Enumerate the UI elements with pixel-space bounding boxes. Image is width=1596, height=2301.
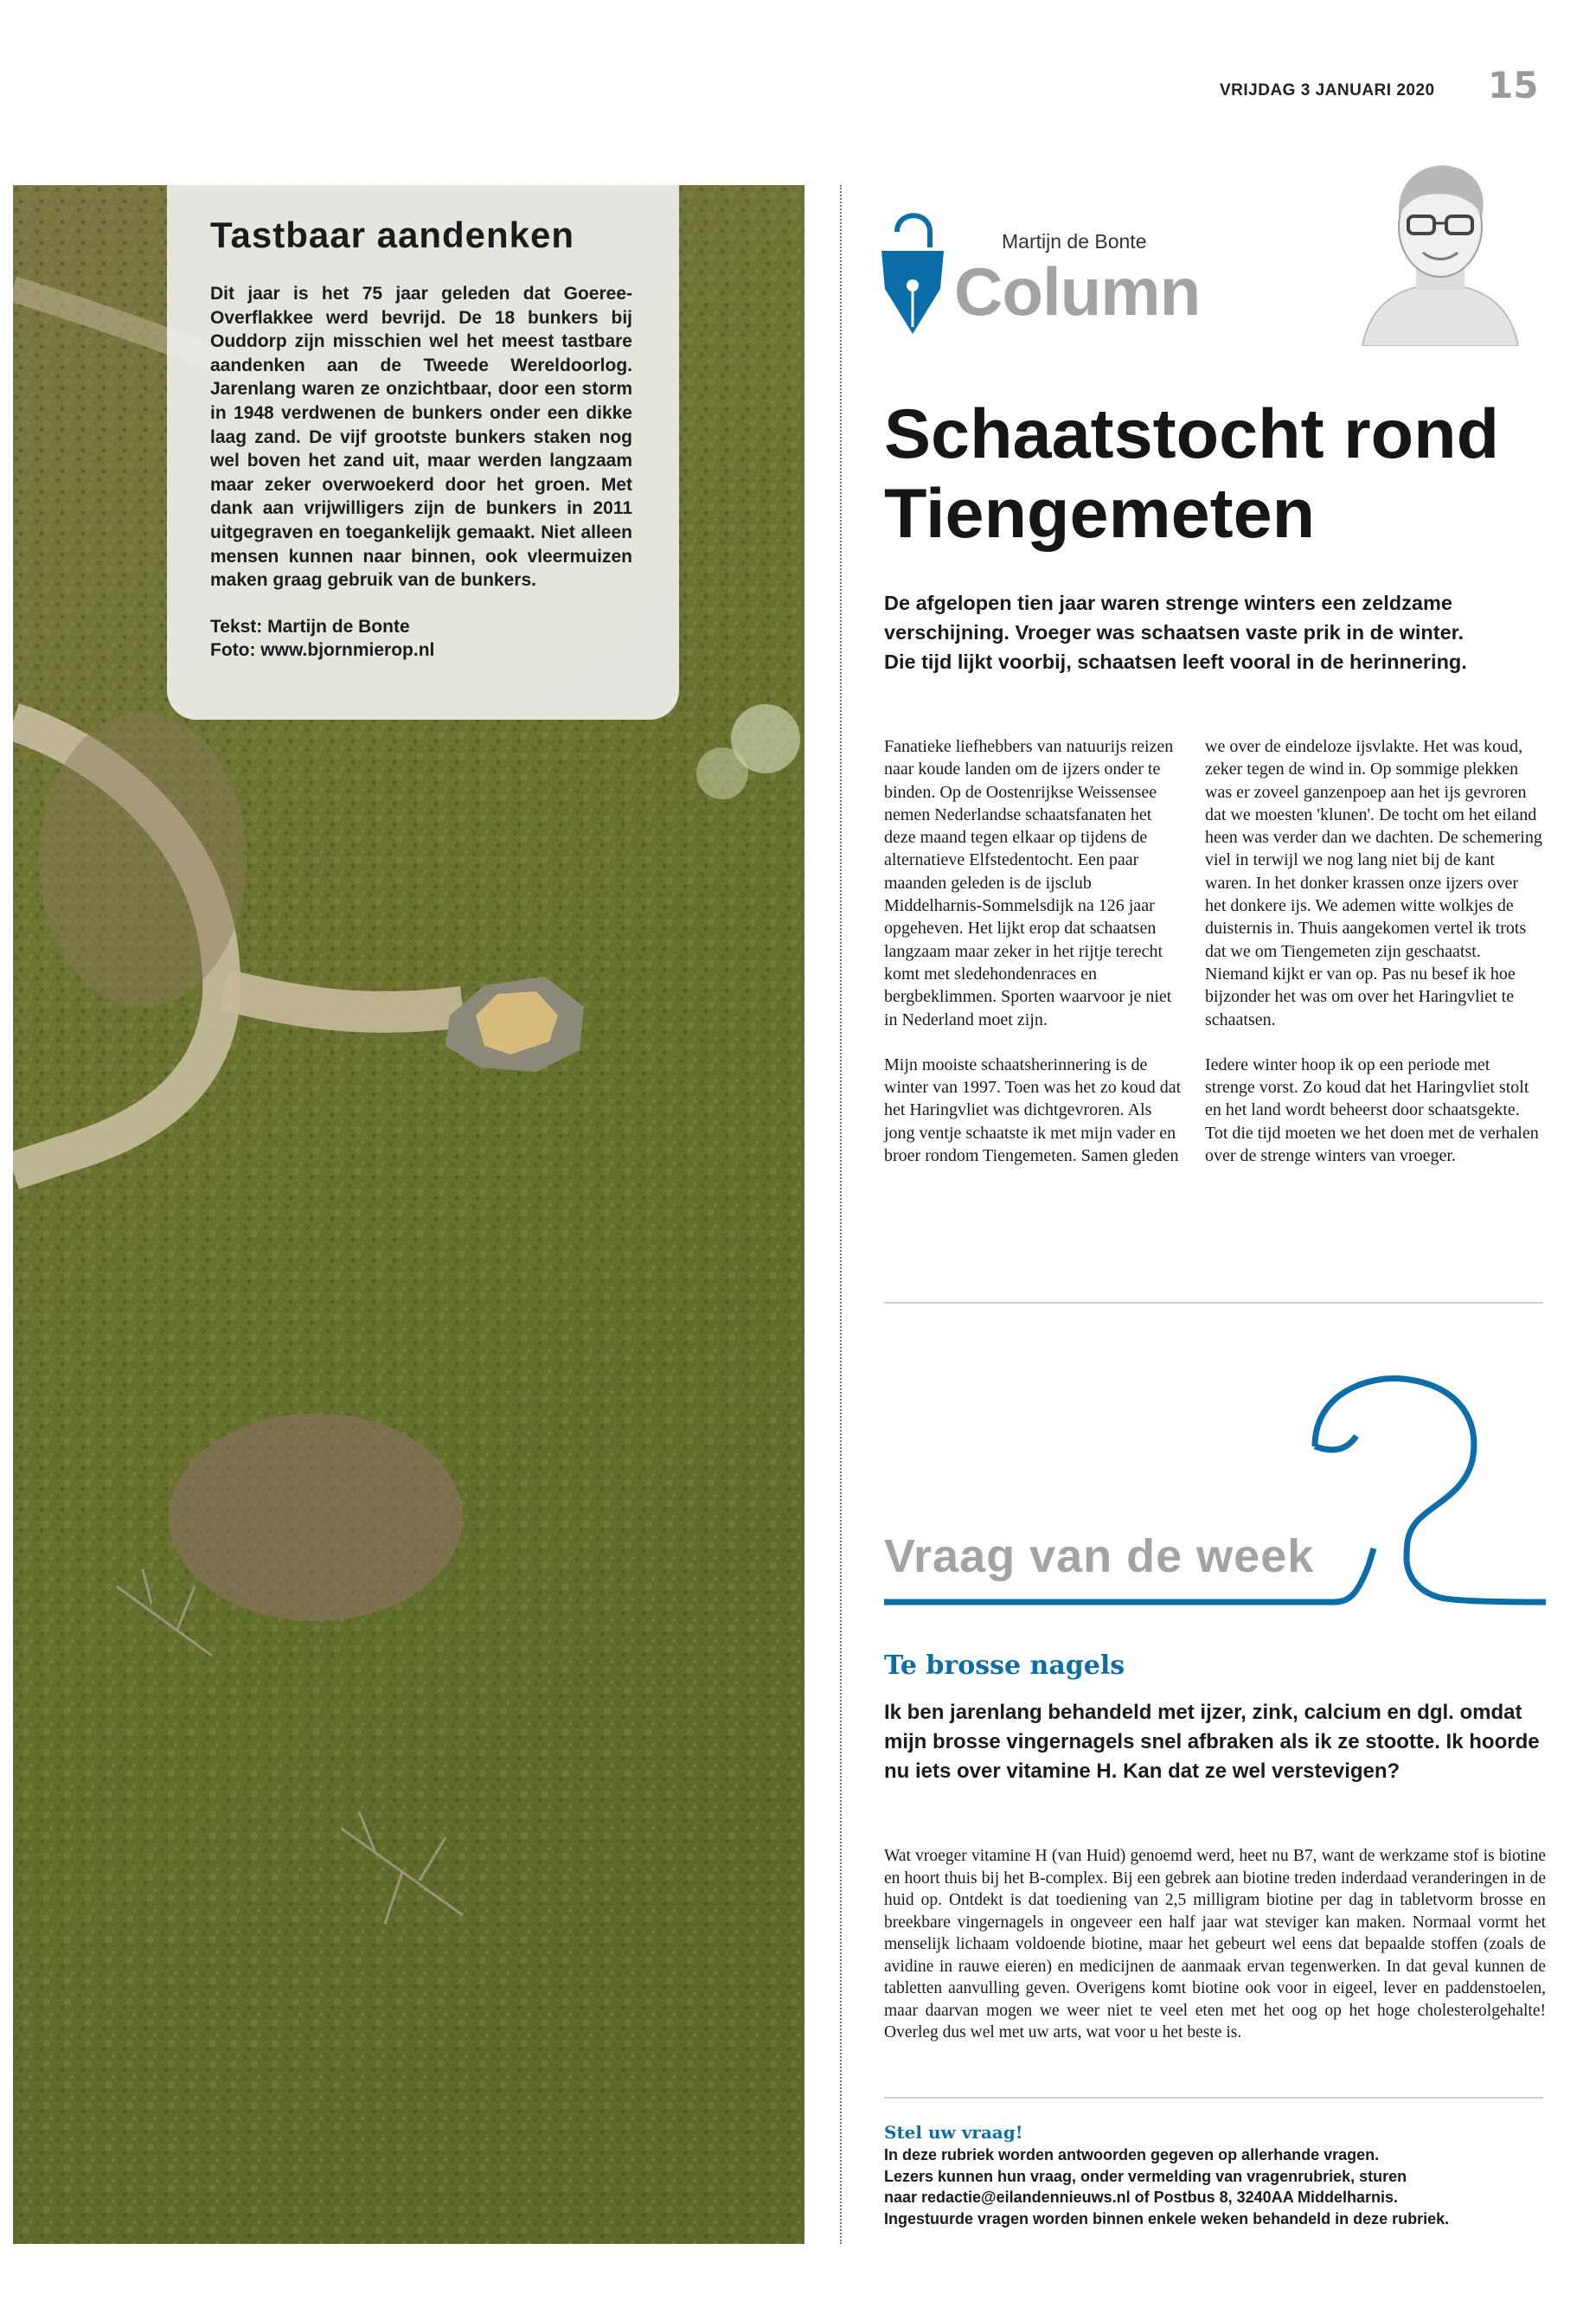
answer-text: Wat vroeger vitamine H (van Huid) genoemd werd, heet nu B7, want de werkzame stof is biotine en hoort thuis bij het B-complex. Bij een gebrek aan biotine treden inderdaad veranderingen in de huid op. Ontdekt is dat toediening van 2,5 milligram biotine per dag in tabletvorm brosse en breekbare vingernagels in ongeveer een half jaar wat steviger kan maken. Normaal vormt het menselijk lichaam voldoende biotine, maar het gebeurt wel eens dat bepaalde stoffen (zoals de avidine in rauwe eieren) en medicijnen de aanmaak ervan tegenwerken. In dat geval kunnen de tabletten aanvulling geven. Overigens komt biotine ook voor in eigeel, lever en paddenstoelen, maar daarvan mogen we weer niet te veel eten met het oog op het hoge cholesterolgehalte! Overleg dus wel met uw arts, wat voor u het beste is. [884, 1847, 1546, 2041]
sidebar-infobox [167, 185, 679, 720]
article-paragraph: Iedere winter hoop ik op een periode met strenge vorst. Zo koud dat het Haringvliet stolt en het land wordt beheerst door schaatsgekte. Tot die tijd moeten we het doen met de verhalen over de strenge winters van vroeger. [1205, 1054, 1539, 1166]
page-number: 15 [1488, 64, 1539, 106]
sidebar-credits [210, 615, 632, 662]
column-label: Column [954, 253, 1201, 330]
ask-question-text [884, 2144, 1567, 2229]
author-portrait [1354, 147, 1527, 350]
article-paragraph: we over de eindeloze ijsvlakte. Het was koud, zeker tegen de wind in. Op sommige plekken was er zoveel ganzenpoep aan het ijs gevroren dat we moesten 'klunen'. De tocht om het eiland heen was verder dan we dachten. De schemering viel in terwijl we nog lang niet bij de kant waren. In het donker krassen onze ijzers over het donkere ijs. We ademen witte wolkjes de duisternis in. Thuis aangekomen vertel ik trots dat we om Tiengemeten zijn geschaatst. Niemand kijkt er van op. Pas nu besef ik hoe bijzonder het was om over het Haringvliet te schaatsen. [1205, 737, 1542, 1029]
article-lead: De afgelopen tien jaar waren strenge winters een zeldzame verschijning. Vroeger was schaatsen vaste prik in de winter. Die tijd lijkt voorbij, schaatsen leeft vooral in de herinnering. [884, 592, 1467, 673]
ask-line: naar redactie@eilandennieuws.nl of Postbus 8, 3240AA Middelharnis. [884, 2189, 1399, 2206]
ask-line: In deze rubriek worden antwoorden gegeven op allerhande vragen. [884, 2146, 1380, 2163]
issue-date: VRIJDAG 3 JANUARI 2020 [1220, 81, 1435, 99]
section-title: Vraag van de week [884, 1530, 1315, 1582]
divider [884, 1302, 1543, 1304]
column-separator [840, 185, 842, 2244]
column-author: Martijn de Bonte [1002, 230, 1147, 253]
article-headline [884, 394, 1559, 554]
credit-photo: Foto: www.bjornmierop.nl [210, 639, 435, 660]
sidebar-title: Tastbaar aandenken [210, 215, 575, 255]
ask-question-title: Stel uw vraag! [884, 2122, 1023, 2143]
ask-line: Ingestuurde vragen worden binnen enkele weken behandeld in deze rubriek. [884, 2209, 1450, 2227]
article-column-2 [1205, 735, 1542, 1189]
credit-text: Tekst: Martijn de Bonte [210, 616, 410, 637]
headline-line-2: Tiengemeten [884, 475, 1316, 553]
headline-line-1: Schaatstocht rond [884, 395, 1500, 473]
question-text: Ik ben jarenlang behandeld met ijzer, zink, calcium en dgl. omdat mijn brosse vingernagels snel afbraken als ik ze stootte. Ik hoorde nu iets over vitamine H. Kan dat ze wel verstevigen? [884, 1701, 1540, 1783]
article-paragraph: Mijn mooiste schaatsherinnering is de winter van 1997. Toen was het zo koud dat het Haringvliet was dichtgevroren. Als jong ventje schaatste ik met mijn vader en broer rondom Tiengemeten. Samen gleden [884, 1054, 1182, 1166]
divider [884, 2097, 1543, 2099]
question-title: Te brosse nagels [884, 1650, 1125, 1681]
ask-line: Lezers kunnen hun vraag, onder vermelding van vragenrubriek, sturen [884, 2167, 1407, 2185]
article-paragraph: Fanatieke liefhebbers van natuurijs reizen naar koude landen om de ijzers onder te binden. Op de Oostenrijkse Weissensee nemen Nederlandse schaatsfanaten het deze maand tegen elkaar op tijdens de alternatieve Elfstedentocht. Een paar maanden geleden is de ijsclub Middelharnis-Sommelsdijk na 126 jaar opgeheven. Het lijkt erop dat schaatsen langzaam maar zeker in het rijtje terecht komt met sledehondenraces en bergbeklimmen. Sporten waarvoor je niet in Nederland moet zijn. [884, 737, 1174, 1029]
article-column-1 [884, 735, 1183, 1189]
fountain-pen-icon [878, 206, 947, 340]
sidebar-text: Dit jaar is het 75 jaar geleden dat Goeree-Overflakkee werd bevrijd. De 18 bunkers bij Ouddorp zijn misschien wel het meest tastbare aandenken aan de Tweede Wereldoorlog. Jarenlang waren ze onzichtbaar, door een storm in 1948 verdwenen de bunkers onder een dikke laag zand. De vijf grootste bunkers staken nog wel boven het zand uit, maar werden langzaam maar zeker overwoekerd door het groen. Met dank aan vrijwilligers zijn de bunkers in 2011 uitgegraven en toegankelijk gemaakt. Niet alleen mensen kunnen naar binnen, ook vleermuizen maken graag gebruik van de bunkers. [210, 284, 632, 591]
